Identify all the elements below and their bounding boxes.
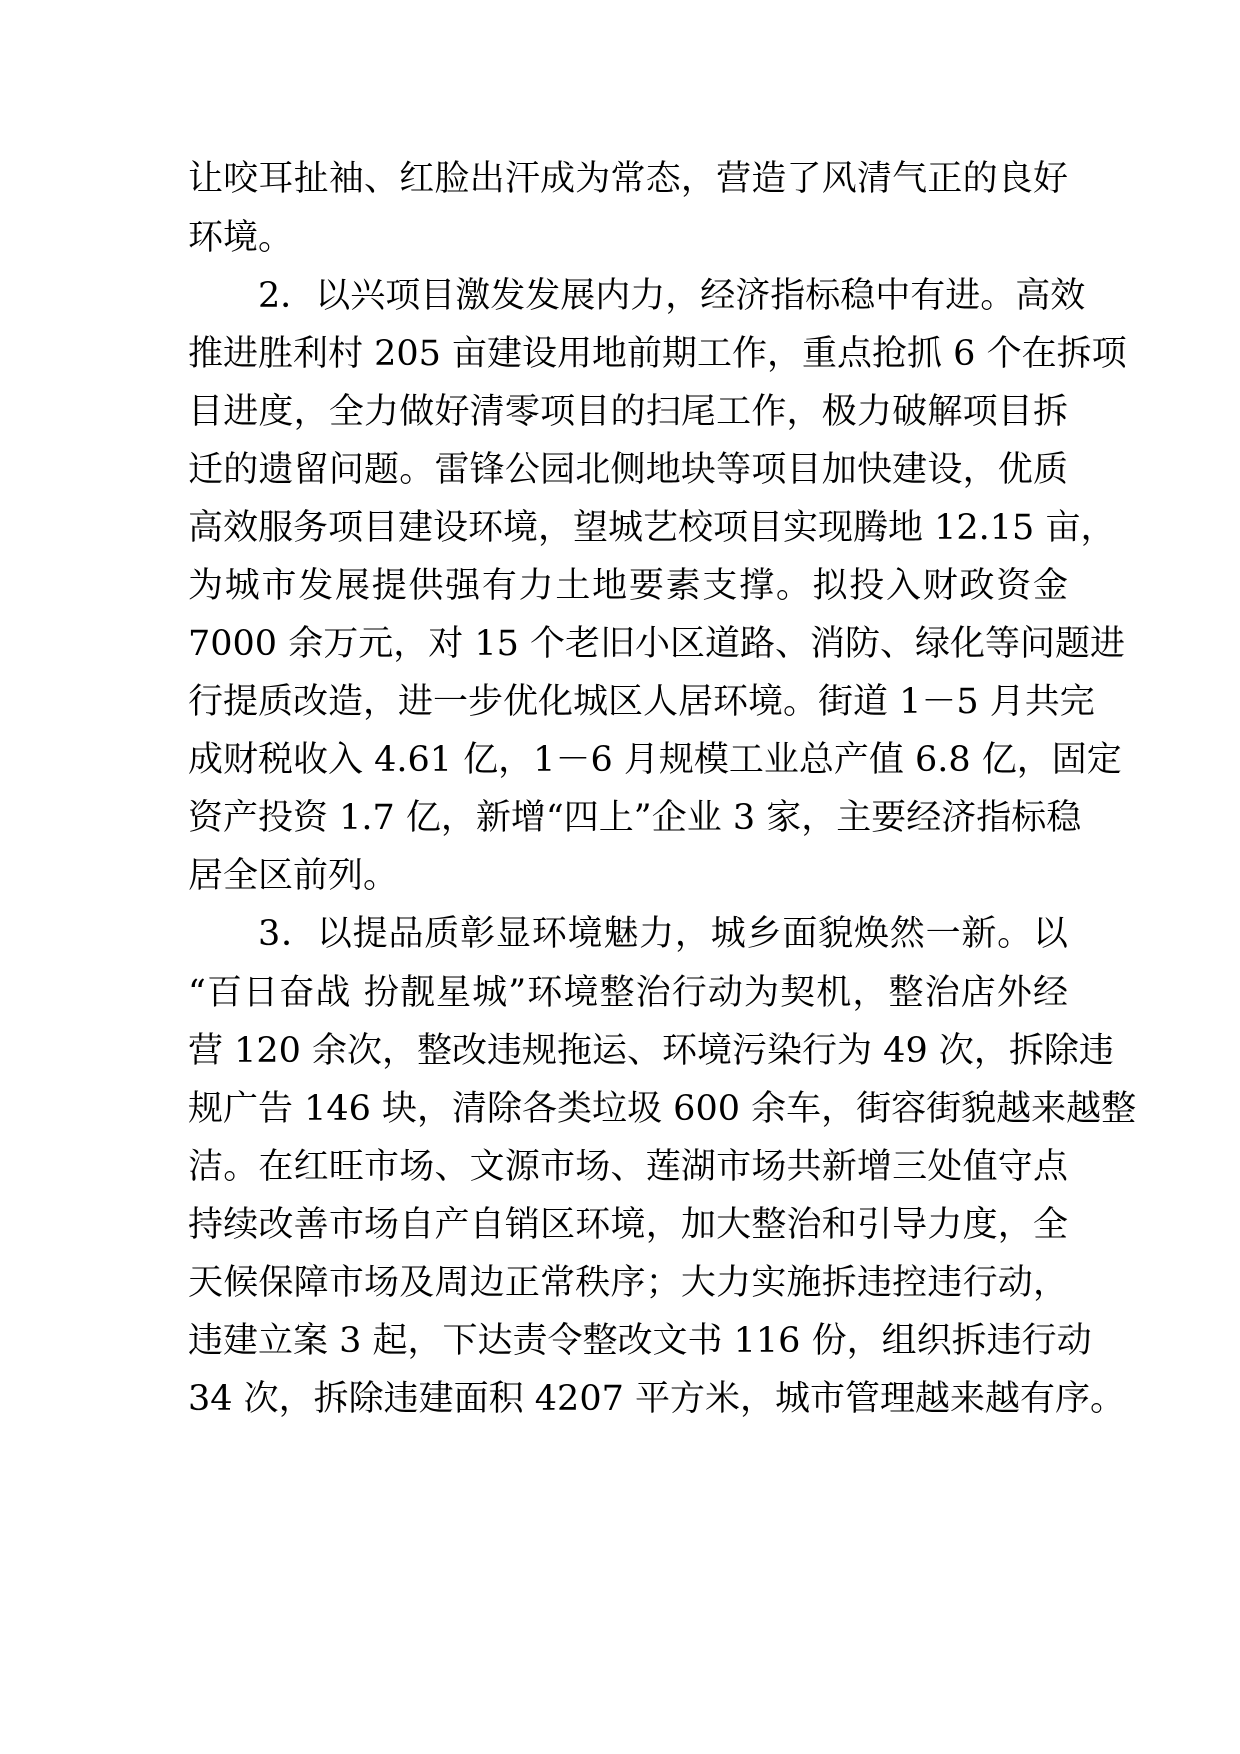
- text-line: 环境。: [188, 218, 294, 258]
- text-line: “百日奋战 扮靓星城”环境整治行动为契机，整治店外经: [188, 973, 1068, 1013]
- text-line: 为城市发展提供强有力土地要素支撑。拟投入财政资金: [188, 566, 1068, 606]
- text-line: 3．以提品质彰显环境魅力，城乡面貌焕然一新。以: [258, 914, 1068, 954]
- text-line: 成财税收入 4.61 亿，1－6 月规模工业总产值 6.8 亿，固定: [188, 740, 1122, 780]
- text-line: 资产投资 1.7 亿，新增“四上”企业 3 家，主要经济指标稳: [188, 798, 1082, 838]
- text-line: 营 120 余次，整改违规拖运、环境污染行为 49 次，拆除违: [188, 1031, 1114, 1071]
- text-line: 34 次，拆除违建面积 4207 平方米，城市管理越来越有序。: [188, 1379, 1125, 1419]
- text-line: 高效服务项目建设环境，望城艺校项目实现腾地 12.15 亩，: [188, 508, 1116, 548]
- text-line: 违建立案 3 起，下达责令整改文书 116 份，组织拆违行动: [188, 1321, 1092, 1361]
- text-line: 2．以兴项目激发发展内力，经济指标稳中有进。高效: [258, 276, 1086, 316]
- text-line: 7000 余万元，对 15 个老旧小区道路、消防、绿化等问题进: [188, 624, 1125, 664]
- text-line: 天候保障市场及周边正常秩序；大力实施拆违控违行动，: [188, 1263, 1068, 1303]
- text-line: 行提质改造，进一步优化城区人居环境。街道 1－5 月共完: [188, 682, 1095, 722]
- text-line: 目进度，全力做好清零项目的扫尾工作，极力破解项目拆: [188, 392, 1068, 432]
- text-line: 让咬耳扯袖、红脸出汗成为常态，营造了风清气正的良好: [188, 159, 1068, 199]
- text-line: 洁。在红旺市场、文源市场、莲湖市场共新增三处值守点: [188, 1147, 1068, 1187]
- text-line: 迁的遗留问题。雷锋公园北侧地块等项目加快建设，优质: [188, 450, 1068, 490]
- text-line: 推进胜利村 205 亩建设用地前期工作，重点抢抓 6 个在拆项: [188, 334, 1127, 374]
- text-line: 居全区前列。: [188, 856, 399, 896]
- text-line: 规广告 146 块，清除各类垃圾 600 余车，街容街貌越来越整: [188, 1089, 1137, 1129]
- text-line: 持续改善市场自产自销区环境，加大整治和引导力度，全: [188, 1205, 1068, 1245]
